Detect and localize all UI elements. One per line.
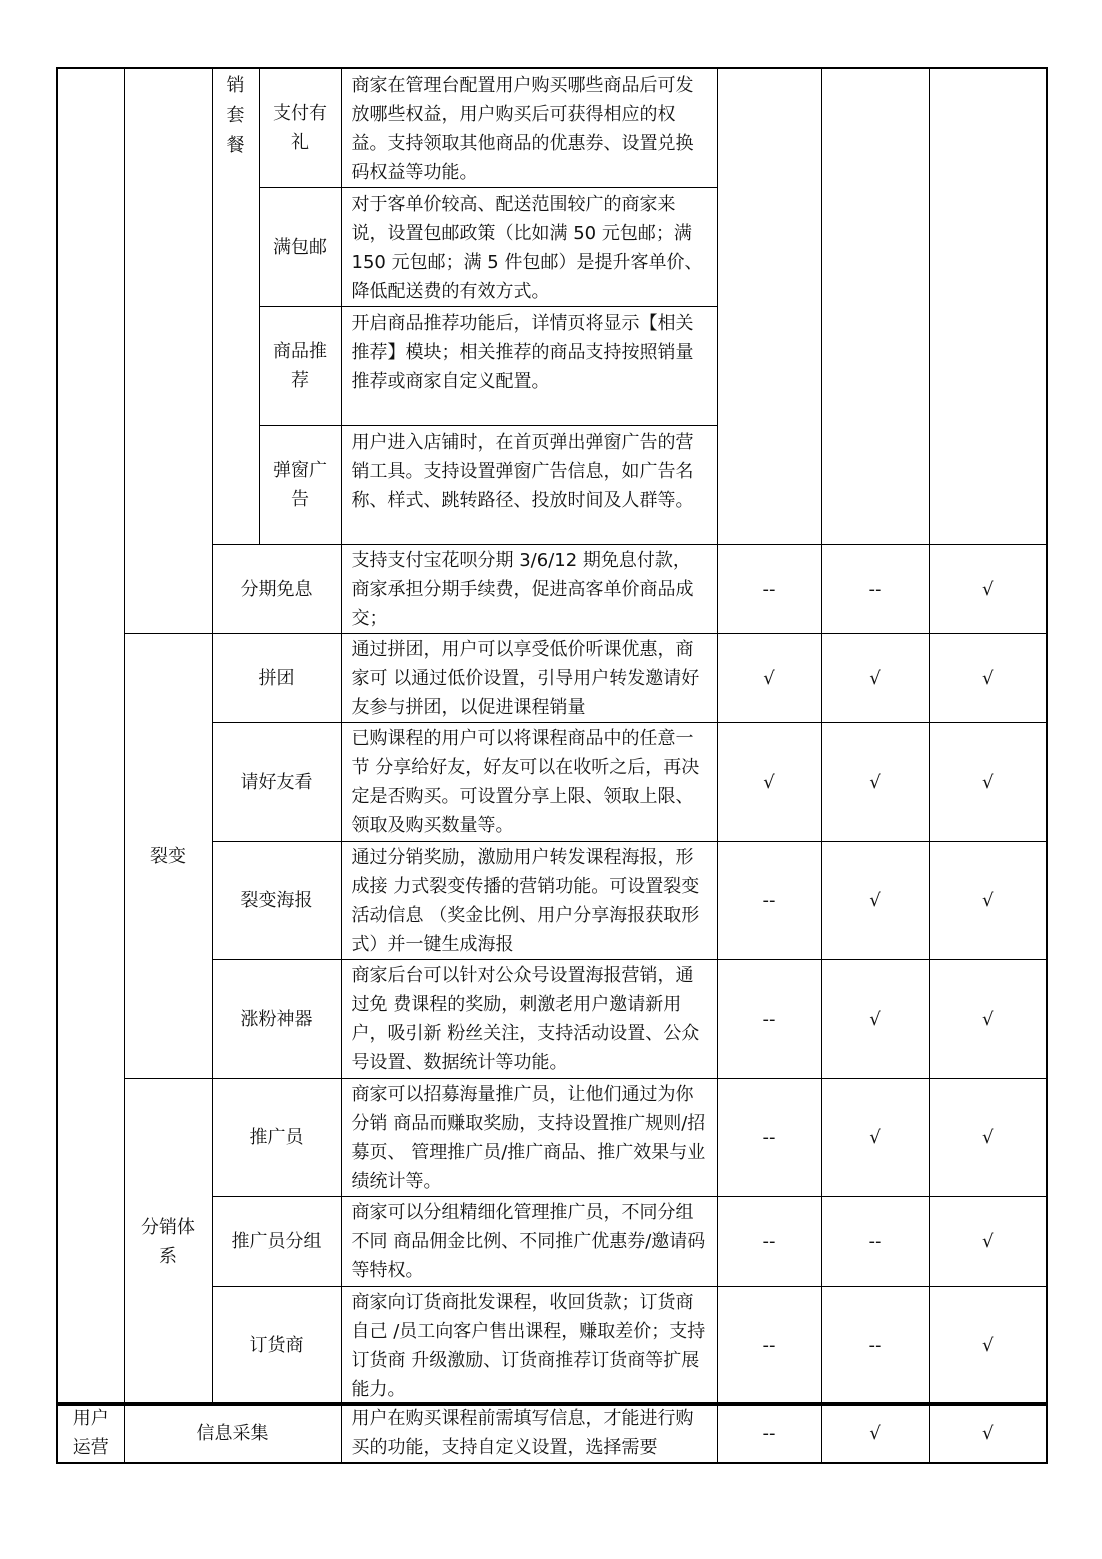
value-premium: √ [929, 1403, 1047, 1463]
value-premium: √ [929, 634, 1047, 723]
feature-description [341, 188, 717, 307]
feature-description [341, 634, 717, 723]
description-text: 商家可以分组精细化管理推广员，不同分组不同 商品佣金比例、不同推广优惠券/邀请码等特权。 [351, 1202, 706, 1281]
value-cell-empty [717, 68, 821, 545]
table-row [57, 634, 1047, 723]
feature-table [56, 67, 1048, 1406]
value-basic: -- [717, 960, 821, 1079]
group-label: 销套餐 [226, 75, 245, 156]
value-premium: √ [929, 1197, 1047, 1287]
value-premium: √ [929, 545, 1047, 634]
description-text: 商家向订货商批发课程，收回货款；订货商自己 /员工向客户售出课程，赚取差价；支持订货商 升级激励、订货商推荐订货商等扩展能力。 [351, 1292, 706, 1400]
feature-name: 推广员分组 [231, 1231, 322, 1252]
description-text: 支持支付宝花呗分期 3/6/12 期免息付款，商家承担分期手续费，促进高客单价商品成交； [351, 550, 694, 629]
feature-name: 商品推荐 [273, 341, 327, 391]
description-text: 商家后台可以针对公众号设置海报营销，通过免 费课程的奖励，刺激老用户邀请新用户，吸引新 粉丝关注，支持活动设置、公众号设置、数据统计等功能。 [351, 965, 700, 1073]
feature-description [341, 723, 717, 842]
subcategory-cell [124, 634, 212, 1079]
value-basic: √ [717, 723, 821, 842]
description-text: 开启商品推荐功能后，详情页将显示【相关推荐】模块；相关推荐的商品支持按照销量推荐或商家自定义配置。 [351, 313, 694, 392]
subcategory-label: 裂变 [150, 845, 186, 867]
value-standard: √ [821, 1403, 929, 1463]
value-cell-empty [929, 68, 1047, 545]
table-row [57, 1403, 1047, 1463]
description-text: 通过分销奖励，激励用户转发课程海报，形成接 力式裂变传播的营销功能。可设置裂变活动信息 （奖金比例、用户分享海报获取形式）并一键生成海报 [351, 847, 700, 955]
subcategory-label: 分销体系 [141, 1216, 195, 1267]
value-basic: √ [717, 634, 821, 723]
feature-name: 请好友看 [240, 771, 313, 793]
value-premium: √ [929, 1079, 1047, 1197]
feature-name-cell [124, 1403, 341, 1463]
value-standard: -- [821, 1287, 929, 1406]
category-cell [57, 1403, 124, 1463]
value-cell-empty [821, 68, 929, 545]
value-standard: √ [821, 960, 929, 1079]
value-premium: √ [929, 723, 1047, 842]
value-basic: -- [717, 1403, 821, 1463]
feature-description [341, 1079, 717, 1197]
value-basic: -- [717, 545, 821, 634]
value-standard: √ [821, 634, 929, 723]
feature-table-continued [56, 1402, 1048, 1464]
feature-description [341, 426, 717, 545]
feature-description [341, 1403, 717, 1463]
description-text: 通过拼团，用户可以享受低价听课优惠，商家可 以通过低价设置，引导用户转发邀请好友参与拼团，以促进课程销量 [351, 639, 700, 718]
description-text: 对于客单价较高、配送范围较广的商家来说，设置包邮政策（比如满 50 元包邮；满 150 元包邮；满 5 件包邮）是提升客单价、降低配送费的有效方式。 [351, 194, 703, 302]
value-basic: -- [717, 1079, 821, 1197]
value-basic: -- [717, 1287, 821, 1406]
value-standard: -- [821, 1197, 929, 1287]
subcategory-cell [124, 1079, 212, 1406]
feature-description [341, 1287, 717, 1406]
feature-name-cell [212, 960, 341, 1079]
feature-name: 推广员 [249, 1127, 304, 1148]
category-label: 用户运营 [72, 1408, 109, 1458]
feature-description [341, 68, 717, 188]
feature-name-cell [212, 1197, 341, 1287]
value-premium: √ [929, 1287, 1047, 1406]
feature-name: 涨粉神器 [240, 1008, 313, 1030]
description-text: 商家可以招募海量推广员，让他们通过为你分销 商品而赚取奖励，支持设置推广规则/招募页、 管理推广员/推广商品、推广效果与业绩统计等。 [351, 1084, 706, 1192]
table-row [57, 1079, 1047, 1197]
feature-name-cell [212, 842, 341, 960]
feature-name-cell [212, 1287, 341, 1406]
feature-name-cell [212, 634, 341, 723]
feature-name-cell [259, 188, 341, 307]
category-cell-empty [57, 68, 124, 1405]
group-cell-xiaotaocan [212, 68, 259, 545]
feature-description [341, 960, 717, 1079]
value-basic: -- [717, 1197, 821, 1287]
feature-name: 分期免息 [240, 578, 313, 600]
feature-name-cell [259, 307, 341, 426]
feature-description [341, 307, 717, 426]
feature-description [341, 545, 717, 634]
feature-description [341, 1197, 717, 1287]
value-standard: √ [821, 723, 929, 842]
table-row [57, 68, 1047, 188]
subcategory-cell-empty [124, 68, 212, 634]
feature-name-cell [212, 545, 341, 634]
value-basic: -- [717, 842, 821, 960]
feature-name: 支付有礼 [273, 103, 327, 153]
value-standard: √ [821, 842, 929, 960]
feature-name-cell [212, 1079, 341, 1197]
feature-name: 订货商 [249, 1335, 304, 1356]
description-text: 用户在购买课程前需填写信息，才能进行购买的功能，支持自定义设置，选择需要 [351, 1408, 694, 1458]
description-text: 商家在管理台配置用户购买哪些商品后可发放哪些权益，用户购买后可获得相应的权益。支持领取其他商品的优惠券、设置兑换码权益等功能。 [351, 75, 694, 183]
feature-name-cell [212, 723, 341, 842]
feature-name-cell [259, 426, 341, 545]
feature-name: 弹窗广告 [273, 460, 327, 510]
feature-name-cell [259, 68, 341, 188]
value-premium: √ [929, 842, 1047, 960]
value-standard: √ [821, 1079, 929, 1197]
value-standard: -- [821, 545, 929, 634]
feature-description [341, 842, 717, 960]
value-premium: √ [929, 960, 1047, 1079]
feature-name: 信息采集 [196, 1422, 269, 1444]
feature-name: 裂变海报 [240, 890, 313, 911]
feature-name: 拼团 [258, 667, 295, 689]
description-text: 用户进入店铺时，在首页弹出弹窗广告的营销工具。支持设置弹窗广告信息，如广告名称、样式、跳转路径、投放时间及人群等。 [351, 432, 694, 511]
description-text: 已购课程的用户可以将课程商品中的任意一节 分享给好友，好友可以在收听之后，再决定是否购买。可设置分享上限、领取上限、领取及购买数量等。 [351, 728, 700, 836]
feature-name: 满包邮 [273, 236, 327, 258]
